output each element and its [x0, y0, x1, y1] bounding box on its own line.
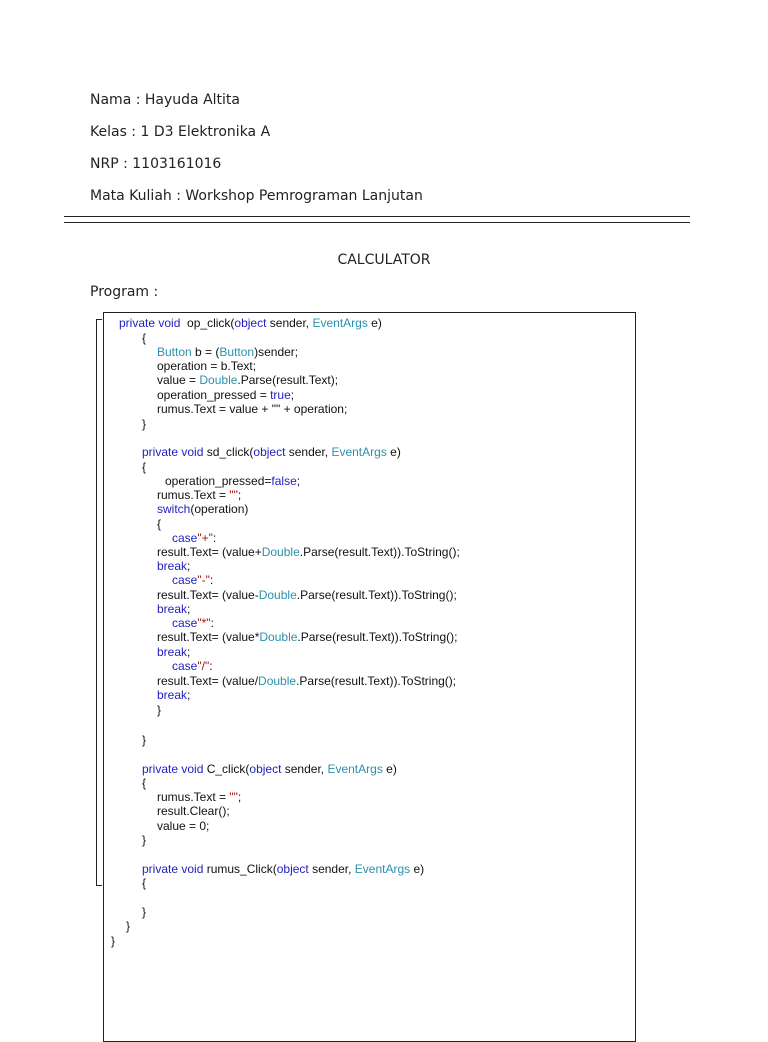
- student-class: Kelas : 1 D3 Elektronika A: [90, 124, 271, 140]
- code-token: ;: [187, 559, 191, 573]
- student-name: Nama : Hayuda Altita: [90, 92, 240, 108]
- student-nrp: NRP : 1103161016: [90, 156, 222, 172]
- code-token: :: [209, 659, 213, 673]
- code-token: break: [157, 559, 188, 573]
- code-token: switch: [157, 502, 191, 516]
- code-token: object: [253, 445, 286, 459]
- code-token: result.Text= (value+: [157, 545, 262, 559]
- code-token: result.Text= (value*: [157, 630, 260, 644]
- code-line: [142, 445, 401, 459]
- code-line: [157, 674, 456, 688]
- code-line: [142, 331, 146, 345]
- code-token: ;: [237, 488, 242, 502]
- code-token: sd_click(: [203, 445, 254, 459]
- code-token: value =: [157, 373, 200, 387]
- code-line: [142, 905, 146, 919]
- code-token: private void: [119, 316, 181, 330]
- code-token: :: [210, 616, 214, 630]
- code-line: [157, 345, 298, 359]
- code-token: break: [157, 645, 188, 659]
- code-token: ;: [187, 688, 191, 702]
- code-token: .Parse(result.Text);: [237, 373, 339, 387]
- code-token: Double: [258, 674, 297, 688]
- code-line: [157, 373, 338, 387]
- code-line: [157, 359, 256, 373]
- code-token: "": [229, 790, 238, 804]
- code-token: ;: [237, 790, 242, 804]
- code-token: case: [172, 573, 198, 587]
- code-token: private void: [142, 762, 204, 776]
- code-token: {: [142, 460, 147, 474]
- code-token: Double: [259, 630, 298, 644]
- code-line: [157, 402, 347, 416]
- code-line: [111, 934, 115, 948]
- code-line: [157, 645, 190, 659]
- code-token: "-": [197, 573, 210, 587]
- code-line: [142, 733, 146, 747]
- code-line: [126, 919, 130, 933]
- code-token: {: [142, 331, 147, 345]
- code-line: [119, 316, 382, 330]
- code-token: :: [209, 573, 214, 587]
- code-token: sender,: [285, 445, 332, 459]
- code-token: sender,: [308, 862, 355, 876]
- code-token: operation_pressed=: [165, 474, 272, 488]
- code-token: {: [142, 876, 147, 890]
- code-line: [157, 703, 161, 717]
- header-rule-bottom: [64, 222, 690, 223]
- code-token: Double: [258, 588, 297, 602]
- code-token: break: [157, 688, 188, 702]
- code-token: false: [271, 474, 297, 488]
- code-token: "/": [197, 659, 210, 673]
- code-line: [172, 573, 213, 587]
- code-token: object: [276, 862, 309, 876]
- code-line: [157, 502, 248, 516]
- code-line: [157, 602, 190, 616]
- code-token: operation = b.Text;: [157, 359, 257, 373]
- code-token: .Parse(result.Text)).ToString();: [299, 545, 460, 559]
- code-line: [142, 833, 146, 847]
- code-line: [157, 545, 460, 559]
- code-token: }: [142, 905, 147, 919]
- code-line: [172, 659, 213, 673]
- code-token: operation_pressed =: [157, 388, 271, 402]
- code-token: rumus.Text =: [157, 790, 230, 804]
- code-token: Double: [199, 373, 238, 387]
- code-token: ;: [296, 474, 301, 488]
- code-token: EventArgs: [312, 316, 368, 330]
- code-line: [157, 588, 457, 602]
- code-line: [172, 531, 216, 545]
- code-token: e): [367, 316, 382, 330]
- code-token: EventArgs: [327, 762, 383, 776]
- code-token: .Parse(result.Text)).ToString();: [296, 674, 457, 688]
- code-token: private void: [142, 445, 204, 459]
- code-line: [157, 804, 230, 818]
- code-token: ;: [290, 388, 295, 402]
- code-line: [142, 460, 146, 474]
- code-token: }: [126, 919, 131, 933]
- code-line: [157, 488, 241, 502]
- code-line: [157, 388, 294, 402]
- code-token: )sender;: [254, 345, 299, 359]
- code-line: [157, 559, 190, 573]
- code-token: rumus_Click(: [203, 862, 277, 876]
- code-token: }: [142, 417, 147, 431]
- code-token: :: [212, 531, 217, 545]
- code-token: e): [410, 862, 425, 876]
- code-token: "": [229, 488, 238, 502]
- code-line: [142, 776, 146, 790]
- code-token: {: [157, 517, 162, 531]
- code-token: case: [172, 531, 198, 545]
- code-token: }: [142, 733, 147, 747]
- code-token: case: [172, 659, 198, 673]
- code-token: }: [111, 934, 116, 948]
- document-title: CALCULATOR: [337, 252, 431, 268]
- course-name: Mata Kuliah : Workshop Pemrograman Lanjutan: [90, 188, 423, 204]
- code-line: [157, 790, 241, 804]
- code-token: Button: [157, 345, 192, 359]
- code-token: "+": [197, 531, 213, 545]
- code-token: true: [270, 388, 291, 402]
- code-token: rumus.Text = value + "" + operation;: [157, 402, 348, 416]
- code-line: [142, 417, 146, 431]
- code-token: "*": [197, 616, 211, 630]
- program-label: Program :: [90, 284, 159, 300]
- code-token: b = (: [191, 345, 220, 359]
- code-token: EventArgs: [354, 862, 411, 876]
- code-line: [157, 630, 457, 644]
- code-token: ;: [187, 602, 191, 616]
- code-token: op_click(: [180, 316, 235, 330]
- code-line: [165, 474, 300, 488]
- code-token: ;: [187, 645, 191, 659]
- code-token: EventArgs: [331, 445, 387, 459]
- code-token: object: [234, 316, 267, 330]
- code-token: private void: [142, 862, 204, 876]
- code-token: rumus.Text =: [157, 488, 230, 502]
- code-token: break: [157, 602, 188, 616]
- code-token: .Parse(result.Text)).ToString();: [296, 588, 457, 602]
- code-token: result.Text= (value/: [157, 674, 259, 688]
- code-token: sender,: [281, 762, 328, 776]
- code-token: Button: [219, 345, 255, 359]
- code-token: result.Clear();: [157, 804, 230, 818]
- code-token: .Parse(result.Text)).ToString();: [297, 630, 458, 644]
- header-rule-top: [64, 216, 690, 217]
- code-line: [157, 517, 161, 531]
- code-line: [157, 819, 209, 833]
- code-token: value = 0;: [157, 819, 210, 833]
- code-token: case: [172, 616, 198, 630]
- code-bracket: [96, 319, 102, 886]
- code-token: sender,: [266, 316, 313, 330]
- code-line: [142, 862, 424, 876]
- code-token: e): [382, 762, 397, 776]
- code-line: [142, 876, 146, 890]
- code-token: result.Text= (value-: [157, 588, 259, 602]
- code-token: object: [249, 762, 282, 776]
- code-line: [157, 688, 190, 702]
- code-token: Double: [261, 545, 300, 559]
- code-token: (operation): [190, 502, 249, 516]
- code-line: [172, 616, 214, 630]
- code-token: }: [157, 703, 162, 717]
- code-token: }: [142, 833, 147, 847]
- code-token: e): [386, 445, 401, 459]
- code-token: {: [142, 776, 147, 790]
- code-line: [142, 762, 397, 776]
- code-token: C_click(: [203, 762, 250, 776]
